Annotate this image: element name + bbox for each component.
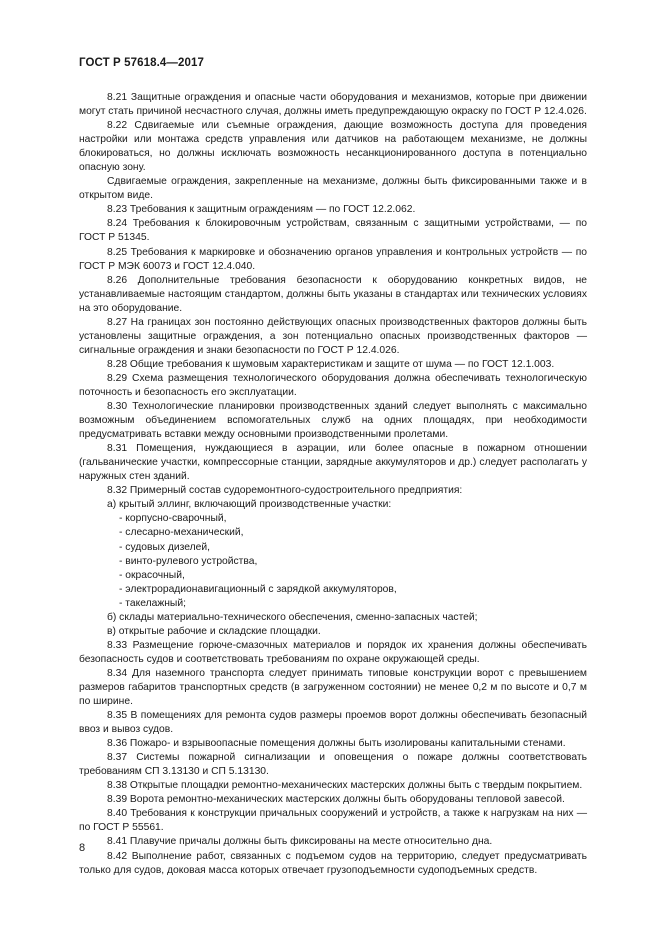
paragraph-8-33: 8.33 Размещение горюче-смазочных материалов и порядок их хранения должны обеспечивать безопасность судов и соответствовать требованиям по охране окружающей среды. (79, 639, 587, 665)
paragraph-8-29: 8.29 Схема размещения технологического оборудования должна обеспечивать технологическую поточность и безопасность его эксплуатации. (79, 372, 587, 398)
paragraph-8-42: 8.42 Выполнение работ, связанных с подъемом судов на территорию, следует предусматривать только для судов, доковая масса которых отвечает грузоподъемности судоподъемных средств. (79, 850, 587, 876)
list-subitem: - электрорадионавигационный с зарядкой аккумуляторов, (119, 583, 397, 595)
list-subitem: - такелажный; (119, 597, 186, 609)
paragraph-8-35: 8.35 В помещениях для ремонта судов размеры проемов ворот должны обеспечивать безопасный ввоз и вывоз судов. (79, 710, 587, 736)
list-subitem: - корпусно-сварочный, (119, 513, 227, 525)
document-body (79, 91, 587, 878)
paragraph-8-36: 8.36 Пожаро- и взрывоопасные помещения должны быть изолированы капитальными стенами. (107, 738, 566, 750)
paragraph-8-39: 8.39 Ворота ремонтно-механических мастерских должны быть оборудованы тепловой завесой. (107, 794, 565, 806)
paragraph-8-31: 8.31 Помещения, нуждающиеся в аэрации, или более опасные в пожарном отношении (гальванические участки, компрессорные станции, зарядные аккумуляторов и др.) следует располагать у наружных стен зданий. (79, 443, 587, 483)
paragraph-8-25: 8.25 Требования к маркировке и обозначению органов управления и контрольных устройств — по ГОСТ Р МЭК 60073 и ГОСТ 12.4.040. (79, 246, 587, 272)
paragraph-8-23: 8.23 Требования к защитным ограждениям — по ГОСТ 12.2.062. (107, 204, 416, 216)
paragraph-8-38: 8.38 Открытые площадки ремонтно-механических мастерских должны быть с твердым покрытием. (107, 780, 583, 792)
paragraph-8-37: 8.37 Системы пожарной сигнализации и оповещения о пожаре должны соответствовать требованиям СП 3.13130 и СП 5.13130. (79, 752, 587, 778)
document-header: ГОСТ Р 57618.4—2017 (79, 57, 204, 69)
paragraph-8-34: 8.34 Для наземного транспорта следует принимать типовые конструкции ворот с превышением размеров габаритов транспортных средств (в загруженном состоянии) не менее 0,2 м по высоте и 0,7 м по ширине. (79, 667, 587, 708)
paragraph-8-28: 8.28 Общие требования к шумовым характеристикам и защите от шума — по ГОСТ 12.1.003. (107, 358, 555, 370)
paragraph-8-32: 8.32 Примерный состав судоремонтного-судостроительного предприятия: (107, 485, 463, 497)
paragraph-8-41: 8.41 Плавучие причалы должны быть фиксированы на месте относительно дна. (107, 836, 493, 848)
paragraph-8-21: 8.21 Защитные ограждения и опасные части оборудования и механизмов, которые при движении могут стать причиной несчастного случая, должны иметь предупреждающую окраску по ГОСТ Р 12.4.026. (79, 92, 587, 118)
list-subitem: - судовых дизелей, (119, 541, 210, 553)
list-subitem: - винто-рулевого устройства, (119, 555, 258, 567)
list-subitem: - слесарно-механический, (119, 527, 244, 539)
paragraph-8-30: 8.30 Технологические планировки производственных зданий следует выполнять с максимально возможным объединением вспомогательных служб на одних площадях, при необходимости предусматривать вставки между основными производственными пролетами. (79, 401, 587, 441)
page-number: 8 (79, 842, 86, 854)
list-item-b: б) склады материально-технического обеспечения, сменно-запасных частей; (107, 611, 478, 623)
list-item-c: в) открытые рабочие и складские площадки. (107, 625, 321, 637)
list-subitem: - окрасочный, (119, 569, 185, 581)
paragraph-8-22-cont: Сдвигаемые ограждения, закрепленные на механизме, должны быть фиксированными также и в открытом виде. (79, 176, 587, 202)
paragraph-8-40: 8.40 Требования к конструкции причальных сооружений и устройств, а также к нагрузкам на них — по ГОСТ Р 55561. (79, 808, 587, 834)
paragraph-8-27: 8.27 На границах зон постоянно действующих опасных производственных факторов должны быть установлены защитные ограждения, а зон потенциально опасных производственных факторов — сигнальные ограждения и знаки безопасности по ГОСТ Р 12.4.026. (79, 316, 587, 356)
list-item-a: а) крытый эллинг, включающий производственные участки: (107, 499, 392, 511)
paragraph-8-22: 8.22 Сдвигаемые или съемные ограждения, дающие возможность доступа для проведения настройки или монтажа средств управления или датчиков на работающем механизме, не должны блокироваться, но должны исключать возможность несанкционированного доступа в потенциально опасную зону. (79, 120, 587, 174)
paragraph-8-24: 8.24 Требования к блокировочным устройствам, связанным с защитными устройствами, — по ГОСТ Р 51345. (79, 218, 587, 244)
paragraph-8-26: 8.26 Дополнительные требования безопасности к оборудованию конкретных видов, не устанавливаемые настоящим стандартом, должны быть указаны в стандартах или технических условиях на это оборудование. (79, 274, 587, 314)
